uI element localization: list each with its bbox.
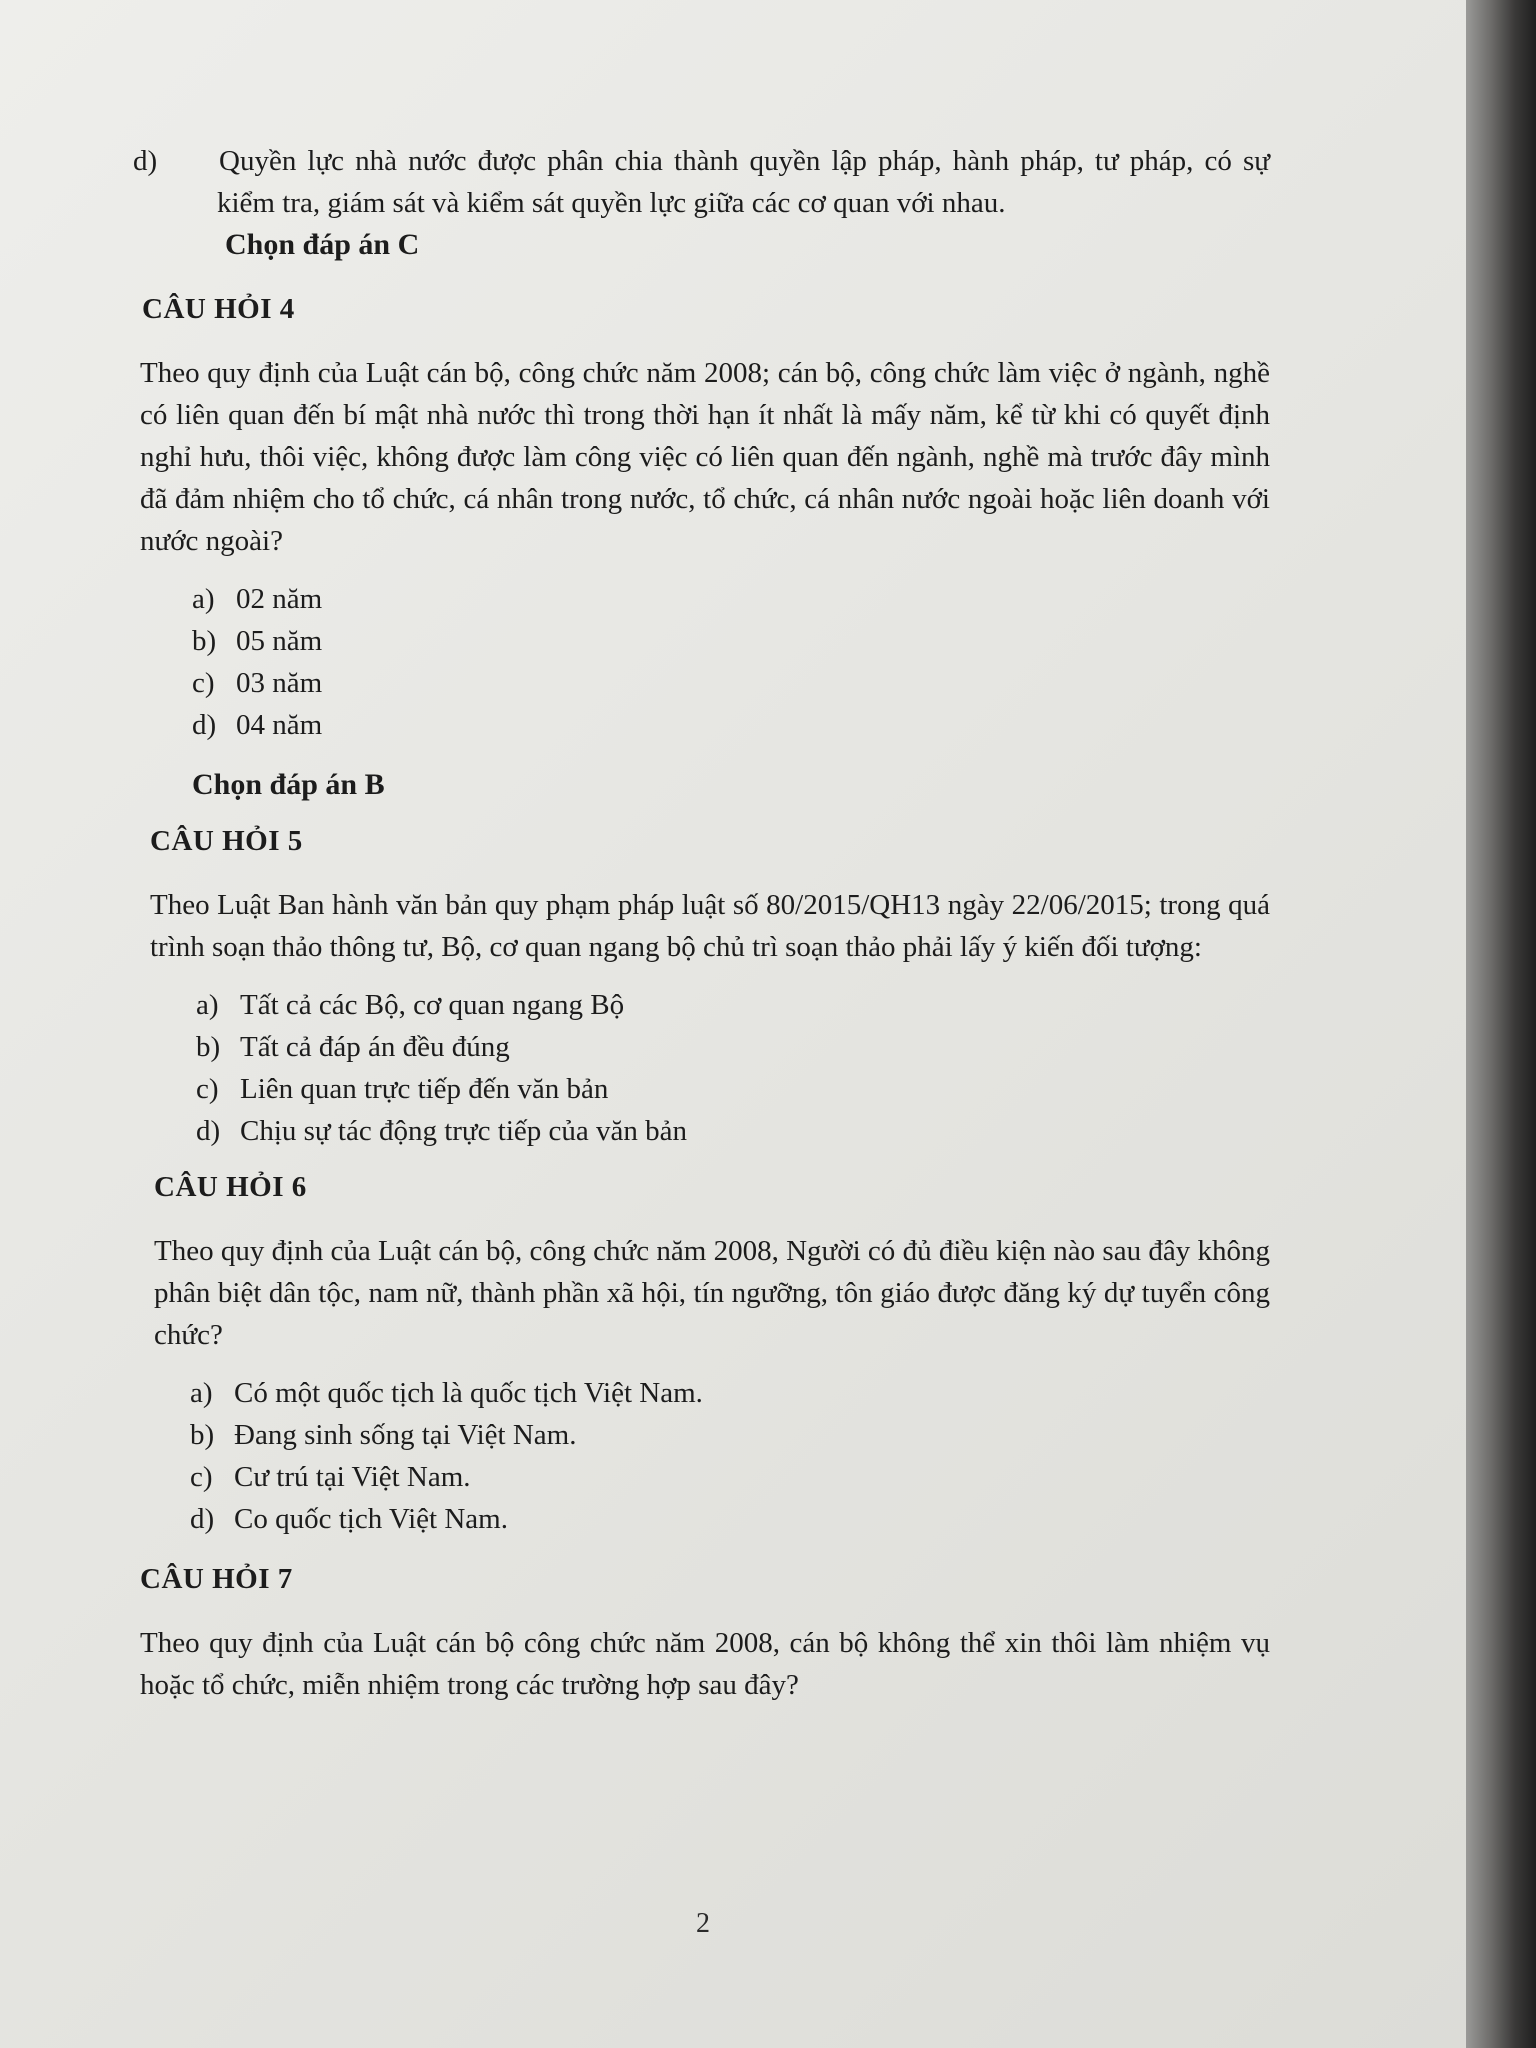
option-text: Đang sinh sống tại Việt Nam. [234,1419,577,1451]
prev-answer: Chọn đáp án C [225,228,420,261]
option-d [192,704,1270,746]
option-text: Co quốc tịch Việt Nam. [234,1503,508,1535]
option-c [196,1068,1270,1110]
page-content [133,140,1270,1706]
question-heading: CÂU HỎI 6 [154,1171,307,1203]
page-stack-edge [1466,0,1536,2048]
answer-options [192,578,1270,746]
option-text: Tất cả đáp án đều đúng [240,1031,510,1063]
option-text: 04 năm [236,709,323,741]
option-d [196,1110,1270,1152]
question-4 [140,288,1270,806]
question-text: Theo quy định của Luật cán bộ công chức năm 2008, cán bộ không thể xin thôi làm nhiệm vụ hoặc tổ chức, miễn nhiệm trong các trường hợp sau đây? [140,1627,1270,1701]
option-letter: d) [192,709,217,741]
question-answer: Chọn đáp án B [192,768,385,801]
option-c [190,1456,1270,1498]
option-text: 03 năm [236,667,323,699]
option-text: Cư trú tại Việt Nam. [234,1461,471,1493]
option-a [190,1372,1270,1414]
question-6 [140,1166,1270,1540]
option-b [192,620,1270,662]
option-text: 05 năm [236,625,323,657]
option-text: Tất cả các Bộ, cơ quan ngang Bộ [240,989,625,1021]
question-5 [140,820,1270,1152]
question-text: Theo quy định của Luật cán bộ, công chức năm 2008; cán bộ, công chức làm việc ở ngành, nghề có liên quan đến bí mật nhà nước thì trong thời hạn ít nhất là mấy năm, kể từ khi có quyết định nghỉ hưu, thôi việc, không được làm công việc có liên quan đến ngành, nghề mà trước đây mình đã đảm nhiệm cho tổ chức, cá nhân trong nước, tổ chức, cá nhân nước ngoài hoặc liên doanh với nước ngoài? [140,357,1270,557]
option-d [190,1498,1270,1540]
option-text: 02 năm [236,583,323,615]
option-a [192,578,1270,620]
option-letter: a) [196,989,219,1021]
question-heading: CÂU HỎI 4 [142,293,295,325]
option-letter: c) [192,667,215,699]
option-letter: a) [192,583,215,615]
option-letter: c) [190,1461,213,1493]
option-text: Chịu sự tác động trực tiếp của văn bản [240,1115,687,1147]
option-c [192,662,1270,704]
option-letter: c) [196,1073,219,1105]
option-text: Liên quan trực tiếp đến văn bản [240,1073,609,1105]
option-letter: a) [190,1377,213,1409]
option-letter: b) [192,625,217,657]
prev-option-d [133,140,1270,224]
page-number: 2 [696,1908,710,1939]
question-heading: CÂU HỎI 5 [150,825,303,857]
question-text: Theo Luật Ban hành văn bản quy phạm pháp luật số 80/2015/QH13 ngày 22/06/2015; trong quá trình soạn thảo thông tư, Bộ, cơ quan ngang bộ chủ trì soạn thảo phải lấy ý kiến đối tượng: [150,889,1270,963]
option-b [196,1026,1270,1068]
answer-options [196,984,1270,1152]
option-letter: d) [190,1503,215,1535]
option-text: Có một quốc tịch là quốc tịch Việt Nam. [234,1377,703,1409]
option-text: Quyền lực nhà nước được phân chia thành quyền lập pháp, hành pháp, tư pháp, có sự kiểm tra, giám sát và kiểm sát quyền lực giữa các cơ quan với nhau. [217,145,1270,219]
question-heading: CÂU HỎI 7 [140,1563,293,1595]
option-letter: b) [190,1419,215,1451]
option-a [196,984,1270,1026]
question-text: Theo quy định của Luật cán bộ, công chức năm 2008, Người có đủ điều kiện nào sau đây không phân biệt dân tộc, nam nữ, thành phần xã hội, tín ngưỡng, tôn giáo được đăng ký dự tuyển công chức? [154,1235,1270,1351]
question-7 [140,1558,1270,1706]
option-letter: b) [196,1031,221,1063]
prev-question-tail [133,140,1270,266]
option-letter: d) [196,1115,221,1147]
answer-options [190,1372,1270,1540]
option-letter: d) [133,145,158,177]
option-b [190,1414,1270,1456]
